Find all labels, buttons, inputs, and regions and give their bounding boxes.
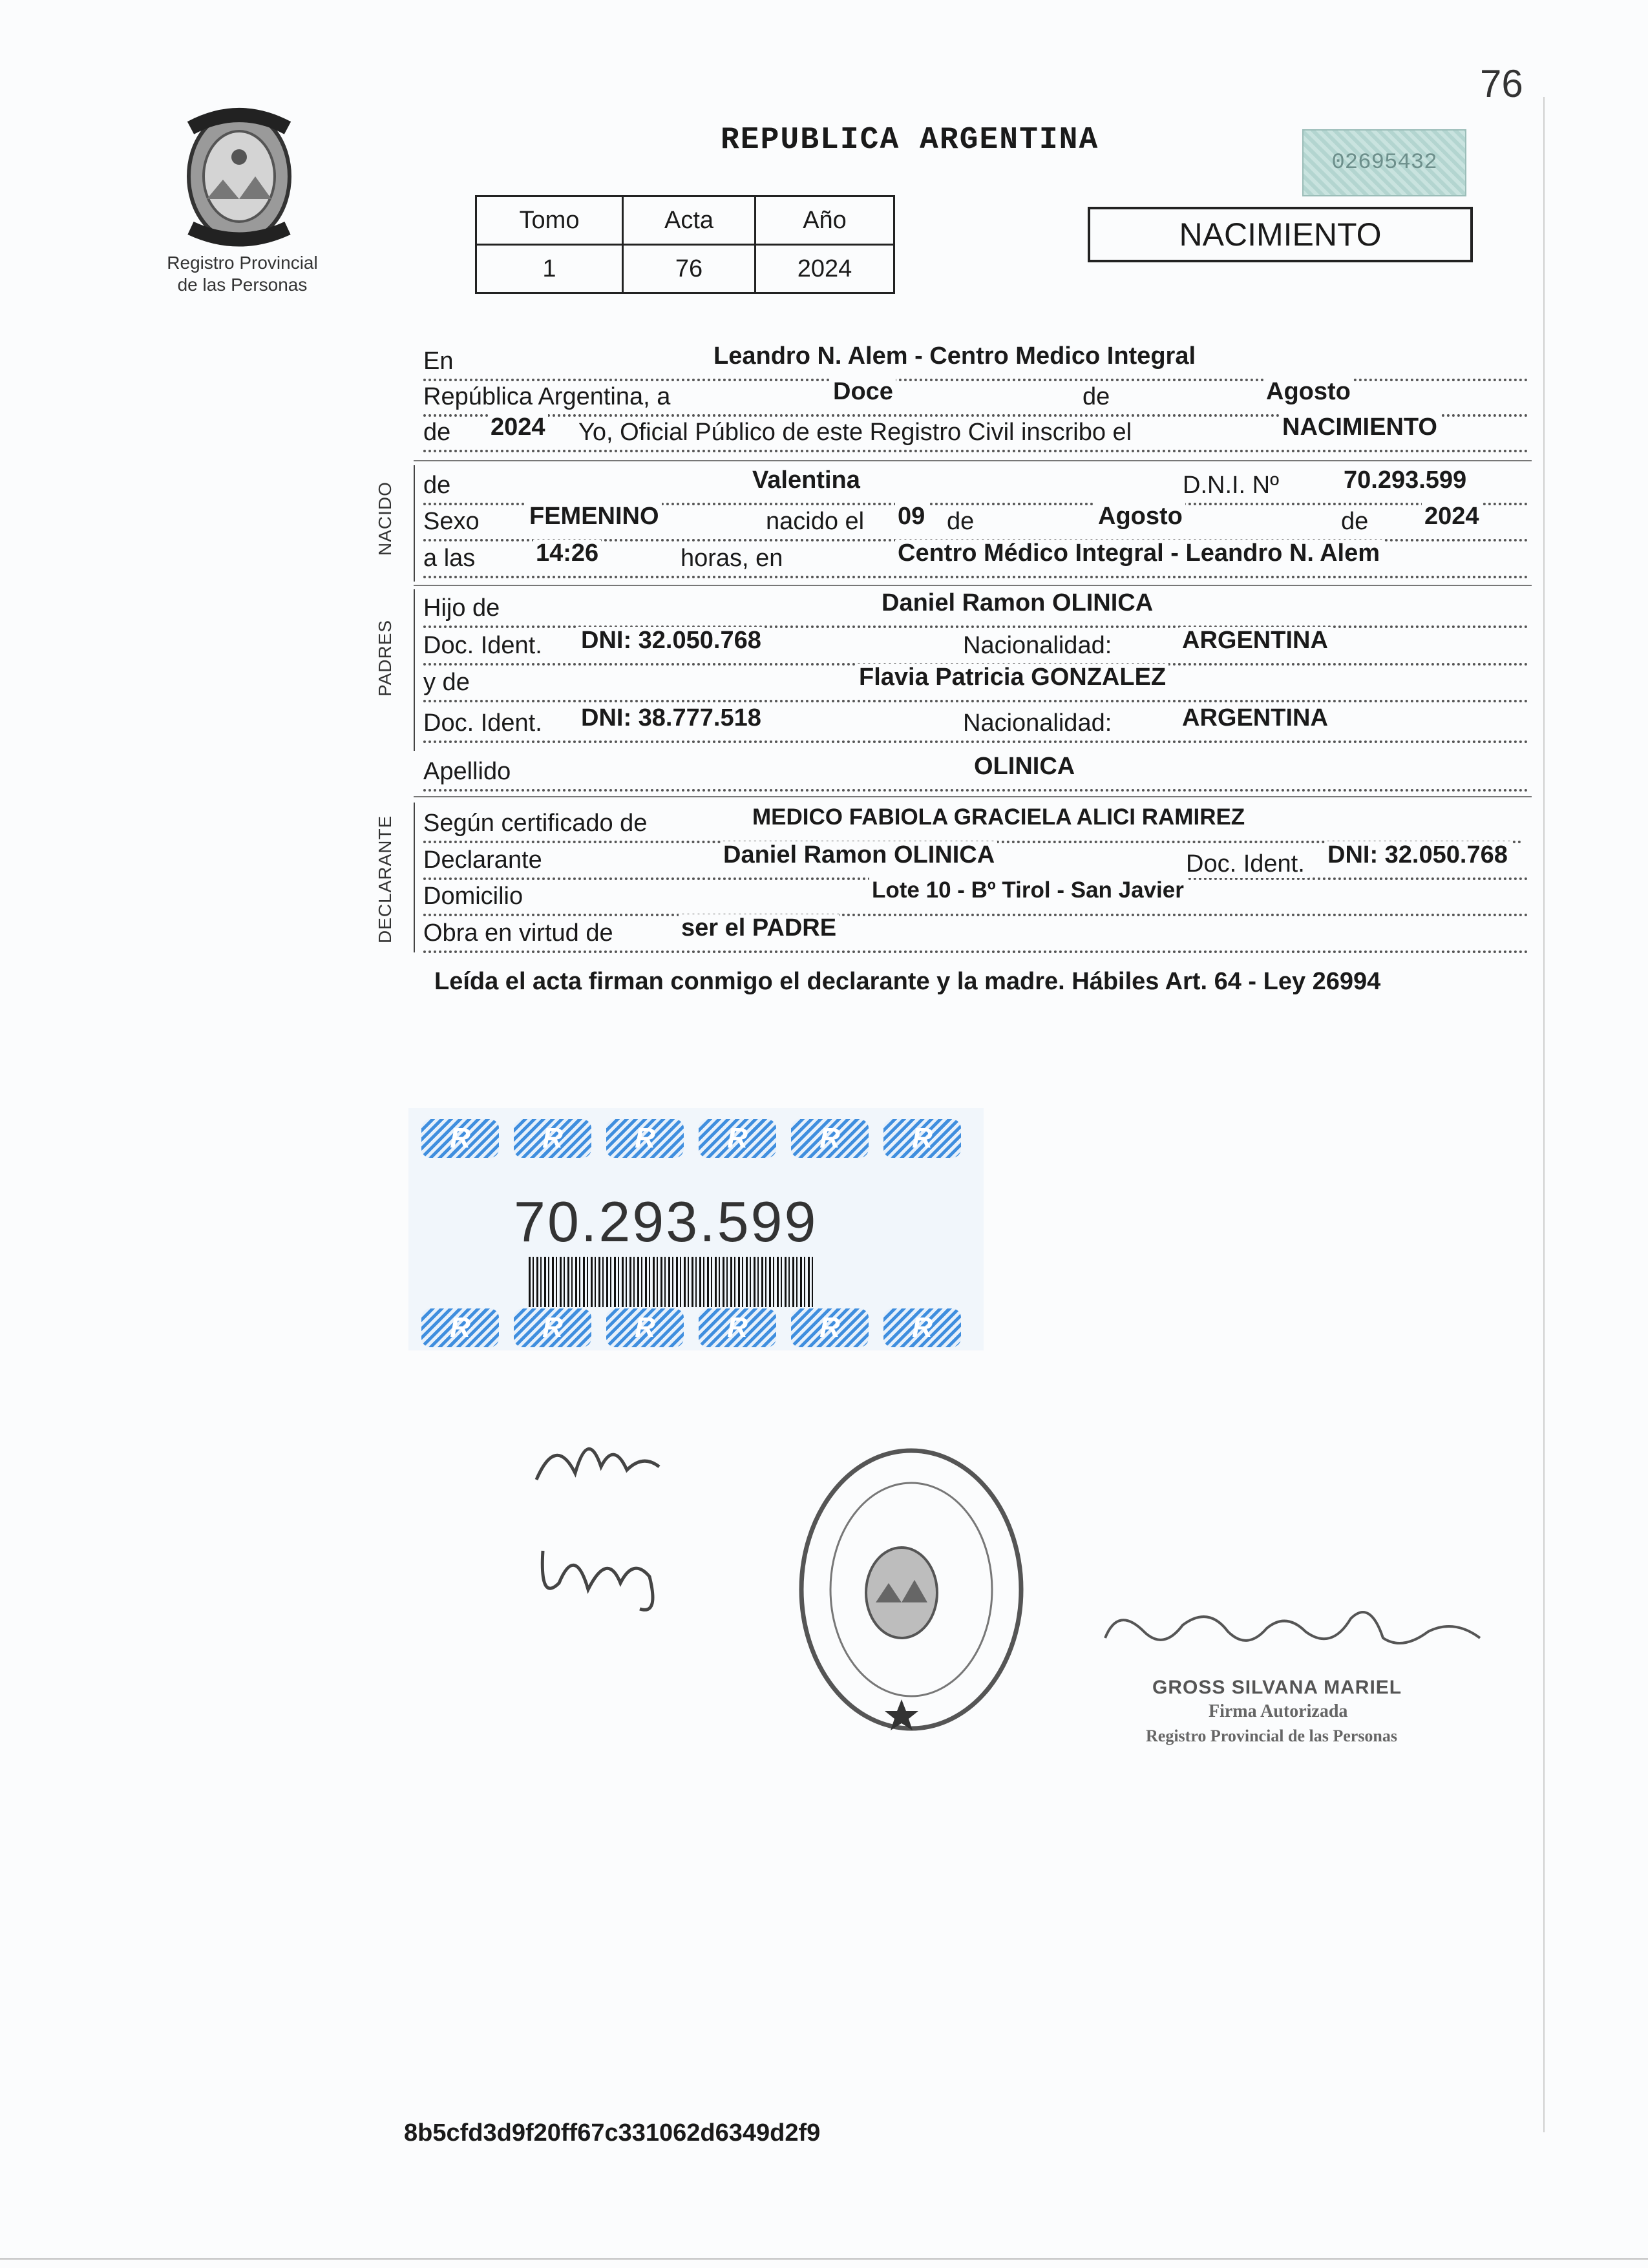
line-reason — [423, 914, 1528, 953]
closing-note: Leída el acta firman conmigo el declarante y la madre. Hábiles Art. 64 - Ley 26994 — [434, 968, 1381, 995]
line-mother-doc — [423, 704, 1528, 743]
side-label-nacido: NACIDO — [375, 481, 395, 556]
section-divider — [414, 460, 1532, 461]
label-doc-ident: Doc. Ident. — [423, 632, 546, 660]
line-surname — [423, 753, 1528, 792]
registry-caption-line2: de las Personas — [177, 275, 308, 295]
r-logo-icon: R — [699, 1119, 776, 1158]
value-birth-day: 09 — [895, 503, 927, 530]
table-header-acta: Acta — [623, 196, 755, 245]
serial-number: 02695432 — [1331, 151, 1437, 175]
value-declarant-doc: DNI: 32.050.768 — [1325, 841, 1510, 869]
section-bar-nacido — [414, 465, 415, 582]
label-de-name: de — [423, 472, 454, 499]
record-type-box: NACIMIENTO — [1088, 207, 1473, 262]
r-logo-icon: R — [514, 1119, 591, 1158]
signatory-name: GROSS SILVANA MARIEL — [1152, 1677, 1402, 1698]
table-header-tomo: Tomo — [476, 196, 623, 245]
table-header-anio: Año — [755, 196, 894, 245]
sticker-dni-number: 70.293.599 — [514, 1190, 818, 1254]
label-doc-ident2: Doc. Ident. — [1186, 850, 1309, 878]
value-mother-nationality: ARGENTINA — [1179, 704, 1331, 732]
label-obra-en-virtud: Obra en virtud de — [423, 919, 617, 947]
value-year: 2024 — [488, 414, 548, 441]
r-logo-icon: R — [606, 1308, 684, 1347]
label-horas-en: horas, en — [681, 545, 787, 572]
value-declarant: Daniel Ramon OLINICA — [721, 841, 997, 869]
handwritten-signatures — [530, 1422, 698, 1638]
r-logo-icon: R — [606, 1119, 684, 1158]
label-de-year2: de — [1341, 508, 1372, 536]
misiones-coat-of-arms-logo — [171, 102, 307, 251]
value-mother-doc: DNI: 38.777.518 — [578, 704, 764, 732]
value-day: Doce — [830, 378, 896, 406]
value-month: Agosto — [1263, 378, 1353, 406]
line-father — [423, 589, 1528, 628]
label-nacido-el: nacido el — [766, 508, 868, 536]
page-number: 76 — [1480, 62, 1523, 105]
value-surname: OLINICA — [971, 753, 1077, 781]
line-declarant — [423, 841, 1528, 880]
value-father-doc: DNI: 32.050.768 — [578, 627, 764, 655]
section-bar-padres — [414, 589, 415, 751]
label-de-year: de — [423, 419, 454, 446]
line-sex-birth — [423, 503, 1528, 541]
signatory-office: Registro Provincial de las Personas — [1146, 1727, 1398, 1745]
line-mother — [423, 664, 1528, 702]
label-dni: D.N.I. Nº — [1183, 472, 1283, 499]
label-declarante: Declarante — [423, 846, 546, 874]
r-logo-icon: R — [421, 1308, 499, 1347]
table-cell-anio: 2024 — [755, 245, 894, 293]
value-dni: 70.293.599 — [1341, 467, 1469, 494]
label-nacionalidad: Nacionalidad: — [963, 709, 1115, 737]
label-hijo-de: Hijo de — [423, 594, 503, 622]
registry-caption — [145, 252, 339, 296]
r-logo-icon: R — [883, 1119, 961, 1158]
side-label-padres: PADRES — [375, 619, 395, 697]
label-y-de: y de — [423, 669, 474, 697]
line-place — [423, 342, 1528, 381]
serial-number-sticker — [1302, 129, 1466, 196]
line-time-place — [423, 540, 1528, 578]
value-birth-month: Agosto — [1095, 503, 1185, 530]
r-logo-icon: R — [883, 1308, 961, 1347]
line-name — [423, 467, 1528, 505]
r-logo-icon: R — [791, 1119, 869, 1158]
value-birth-place: Centro Médico Integral - Leandro N. Alem — [895, 540, 1382, 567]
value-birth-year: 2024 — [1422, 503, 1482, 530]
section-bar-declarante — [414, 803, 415, 952]
barcode — [529, 1257, 813, 1307]
r-logo-icon: R — [699, 1308, 776, 1347]
table-cell-acta: 76 — [623, 245, 755, 293]
section-divider — [414, 796, 1532, 797]
page-edge-bottom — [0, 2258, 1648, 2260]
value-father: Daniel Ramon OLINICA — [879, 589, 1156, 617]
line-year — [423, 414, 1528, 452]
side-label-declarante: DECLARANTE — [375, 815, 395, 943]
line-certificate — [423, 804, 1522, 843]
label-oficial: Yo, Oficial Público de este Registro Civil inscribo el — [578, 419, 1136, 446]
value-address: Lote 10 - Bº Tirol - San Javier — [869, 877, 1187, 903]
value-reason: ser el PADRE — [679, 914, 839, 942]
label-de: de — [1083, 383, 1114, 411]
r-logo-icon: R — [514, 1308, 591, 1347]
value-place: Leandro N. Alem - Centro Medico Integral — [711, 342, 1198, 370]
value-sexo: FEMENINO — [527, 503, 662, 530]
label-republica-a: República Argentina, a — [423, 383, 674, 411]
document-hash: 8b5cfd3d9f20ff67c331062d6349d2f9 — [404, 2119, 821, 2147]
label-apellido: Apellido — [423, 758, 514, 786]
label-doc-ident: Doc. Ident. — [423, 709, 546, 737]
label-en: En — [423, 348, 457, 375]
label-de-month: de — [947, 508, 978, 536]
label-domicilio: Domicilio — [423, 883, 527, 910]
value-certificate: MEDICO FABIOLA GRACIELA ALICI RAMIREZ — [750, 804, 1247, 830]
table-cell-tomo: 1 — [476, 245, 623, 293]
label-segun-certificado: Según certificado de — [423, 810, 651, 837]
line-address — [423, 877, 1528, 916]
label-a-las: a las — [423, 545, 479, 572]
value-father-nationality: ARGENTINA — [1179, 627, 1331, 655]
line-date — [423, 378, 1528, 417]
value-record-type: NACIMIENTO — [1280, 414, 1440, 441]
registry-caption-line1: Registro Provincial — [167, 253, 318, 273]
country-title: REPUBLICA ARGENTINA — [721, 123, 1099, 158]
r-logo-icon: R — [791, 1308, 869, 1347]
record-table — [475, 195, 895, 294]
registry-seal — [792, 1441, 1031, 1741]
line-father-doc — [423, 627, 1528, 666]
r-logo-icon: R — [421, 1119, 499, 1158]
page-edge-right — [1543, 97, 1545, 2132]
signatory-role: Firma Autorizada — [1209, 1701, 1348, 1721]
label-nacionalidad: Nacionalidad: — [963, 632, 1115, 660]
authorized-signature — [1092, 1593, 1493, 1674]
label-sexo: Sexo — [423, 508, 483, 536]
value-time: 14:26 — [533, 540, 601, 567]
value-mother: Flavia Patricia GONZALEZ — [856, 664, 1168, 691]
section-divider — [414, 585, 1532, 586]
value-name: Valentina — [750, 467, 863, 494]
